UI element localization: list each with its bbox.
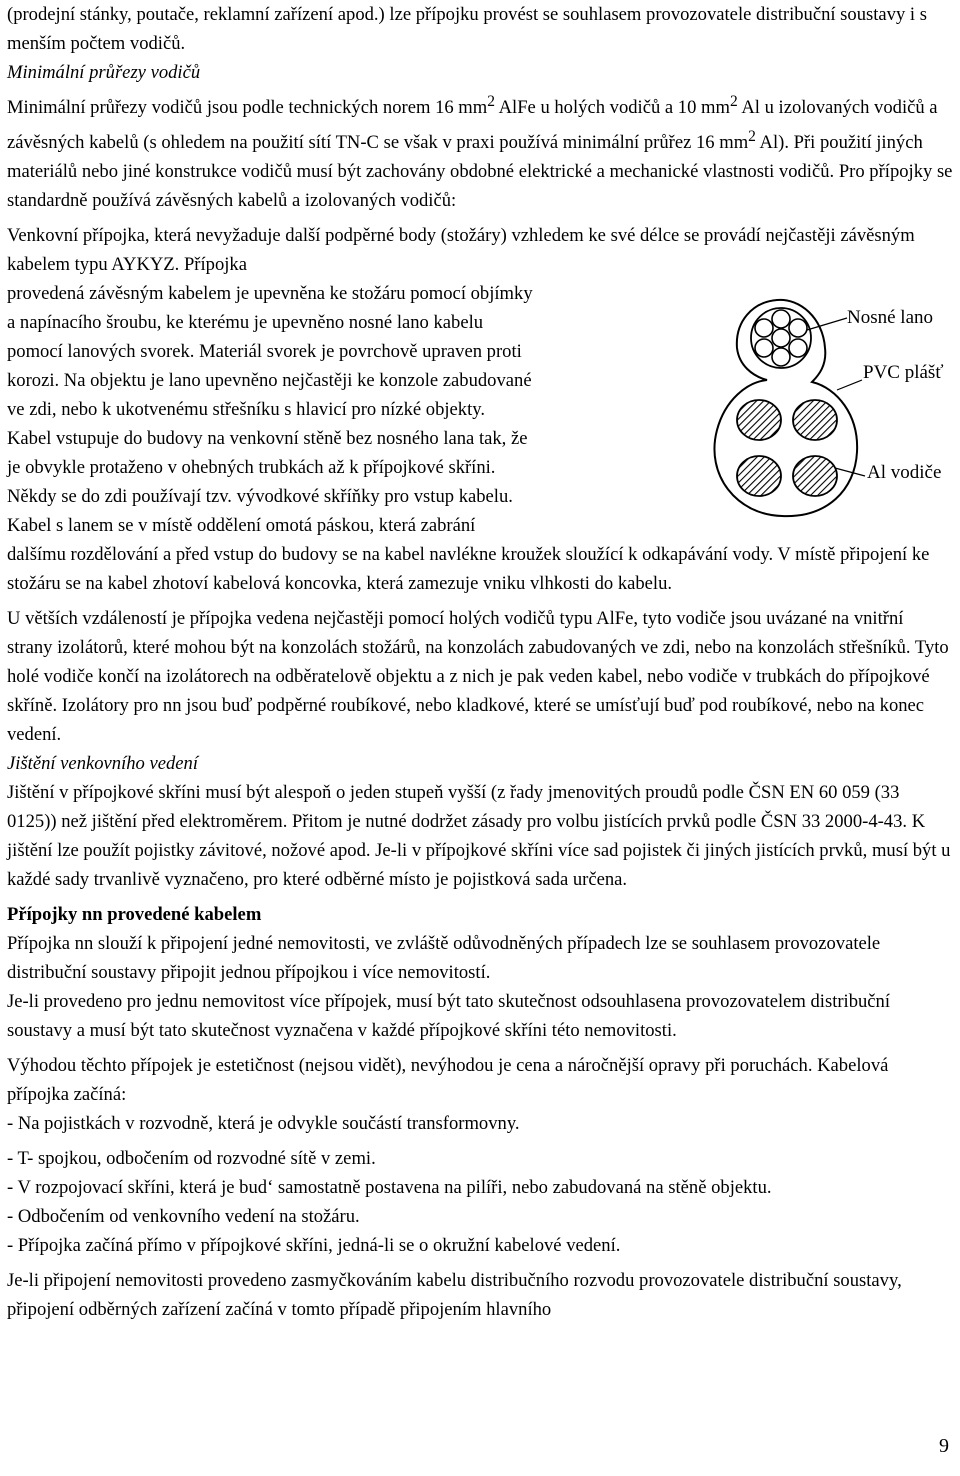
overhead-wrapped-lines bbox=[7, 279, 687, 540]
min-cross-paragraph: Minimální průřezy vodičů jsou podle technických norem 16 $mm^2$ AlFe u holých vodičů a 10 $mm^2$ Al u izolovaných vodičů a závěsných kabelů (s ohledem na použití sítí TN-C se však v praxi používá minimální průřez 16 $mm^2$ Al). Při použití jiných materiálů nebo jiné konstrukce vodičů musí být zachovány obdobné elektrické a mechanické vlastnosti vodičů. Pro přípojky se standardně používá závěsných kabelů a izolovaných vodičů: bbox=[7, 93, 953, 212]
cable-list-item: - Na pojistkách v rozvodně, která je odvykle součástí transformovny. bbox=[7, 1113, 520, 1135]
carrying-rope bbox=[751, 308, 811, 368]
al-conductor bbox=[737, 456, 781, 496]
protection-heading: Jištění venkovního vedení bbox=[7, 753, 199, 775]
cable-list-item: - Odbočením od venkovního vedení na stožáru. bbox=[7, 1206, 360, 1228]
overhead-paragraph-end: dalšímu rozdělování a před vstup do budovy se na kabel navlékne kroužek sloužící k odkapávání vody. V místě připojení ke stožáru se na kabel zhotoví kabelová koncovka, která zamezuje vniku vlhkosti do kabelu. bbox=[7, 544, 930, 595]
intro-paragraph: (prodejní stánky, poutače, reklamní zařízení apod.) lze přípojku provést se souhlasem provozovatele distribuční soustavy i s menším počtem vodičů. bbox=[7, 4, 927, 54]
label-pvc-sheath: PVC plášť bbox=[863, 362, 944, 383]
document-page bbox=[7, 0, 953, 1476]
protection-paragraph: Jištění v přípojkové skříni musí být alespoň o jeden stupeň vyšší (z řady jmenovitých proudů podle ČSN EN 60 059 (33 0125)) než jištění před elektroměrem. Přitom je nutné dodržet zásady pro volbu jistících prvků podle ČSN 33 2000-4-43. K jištění lze použít pojistky závitové, nožové apod. Je-li v přípojkové skříni více sad pojistek či jiných jistících prvků, musí být u každé sady trvanlivě vyznačeno, pro které odběrné místo je pojistková sada určena. bbox=[7, 782, 951, 891]
overhead-line: provedená závěsným kabelem je upevněna ke stožáru pomocí objímky bbox=[7, 283, 533, 305]
overhead-paragraph-start: Venkovní přípojka, která nevyžaduje další podpěrné body (stožáry) vzhledem ke své délce se provádí nejčastěji závěsným kabelem typu AYKYZ. Přípojka bbox=[7, 225, 915, 276]
overhead-line: Někdy se do zdi používají tzv. vývodkové skříňky pro vstup kabelu. bbox=[7, 486, 513, 508]
overhead-line: je obvykle protaženo v ohebných trubkách až k přípojkové skříni. bbox=[7, 457, 496, 479]
overhead-line: ve zdi, nebo k ukotvenému střešníku s hlavicí pro nízké objekty. bbox=[7, 399, 485, 421]
al-conductor bbox=[793, 400, 837, 440]
overhead-line: pomocí lanových svorek. Materiál svorek je povrchově upraven proti bbox=[7, 341, 522, 363]
leader-line-pvc bbox=[837, 380, 862, 390]
label-carrying-rope: Nosné lano bbox=[847, 307, 934, 328]
cable-paragraph-4: Je-li připojení nemovitosti provedeno zasmyčkováním kabelu distribučního rozvodu provozovatele distribuční soustavy, připojení odběrných zařízení začíná v tomto případě připojením hlavního bbox=[7, 1270, 902, 1321]
al-conductor bbox=[793, 456, 837, 496]
leader-line-al bbox=[835, 468, 865, 476]
leader-line-rope bbox=[807, 318, 847, 330]
cable-paragraph-1: Přípojka nn slouží k připojení jedné nemovitosti, ve zvláště odůvodněných případech lze se souhlasem provozovatele distribuční soustavy připojit jednou přípojkou i více nemovitostí. bbox=[7, 933, 881, 984]
rope-strands bbox=[755, 310, 807, 366]
overhead-line: Kabel s lanem se v místě oddělení omotá páskou, která zabrání bbox=[7, 515, 476, 537]
min-cross-heading: Minimální průřezy vodičů bbox=[7, 62, 201, 83]
overhead-line: a napínacího šroubu, ke kterému je upevněno nosné lano kabelu bbox=[7, 312, 484, 334]
cable-paragraph-2: Je-li provedeno pro jednu nemovitost více přípojek, musí být tato skutečnost odsouhlasena provozovatelem distribuční soustavy a musí být tato skutečnost vyznačena v každé přípojkové skříni této nemovitosti. bbox=[7, 991, 891, 1042]
cable-paragraph-3: Výhodou těchto přípojek je estetičnost (nejsou vidět), nevýhodou je cena a náročnější opravy při poruchách. Kabelová přípojka začíná: bbox=[7, 1055, 889, 1106]
overhead-paragraph-2: U větších vzdáleností je přípojka vedena nejčastěji pomocí holých vodičů typu AlFe, tyto vodiče jsou uvázané na vnitřní strany izolátorů, které mohou být na konzolách stožárů, na konzolách zabudovaných ve zdi, nebo na konzolách střešníků. Tyto holé vodiče končí na izolátorech na odběratelově objektu a z nich je pak veden kabel, nebo vodiče v trubkách do přípojkové skříně. Izolátory pro nn jsou buď podpěrné roubíkové, nebo kladkové, které se umísťují buď pod roubíkové, nebo na konec vedení. bbox=[7, 608, 949, 746]
overhead-line: Kabel vstupuje do budovy na venkovní stěně bez nosného lana tak, že bbox=[7, 428, 528, 450]
page-number: 9 bbox=[939, 1435, 949, 1457]
overhead-line: korozi. Na objektu je lano upevněno nejčastěji ke konzole zabudované bbox=[7, 370, 532, 392]
cable-heading: Přípojky nn provedené kabelem bbox=[7, 904, 262, 926]
cable-cross-section-diagram bbox=[697, 290, 957, 520]
label-al-conductors: Al vodiče bbox=[867, 462, 942, 483]
cable-list-item: - V rozpojovací skříni, která je bud‘ samostatně postavena na pilíři, nebo zabudovaná na stěně objektu. bbox=[7, 1177, 772, 1199]
cable-list-item: - Přípojka začíná přímo v přípojkové skříni, jedná-li se o okružní kabelové vedení. bbox=[7, 1235, 621, 1257]
al-conductor bbox=[737, 400, 781, 440]
cable-list-item: - T- spojkou, odbočením od rozvodné sítě v zemi. bbox=[7, 1148, 376, 1170]
